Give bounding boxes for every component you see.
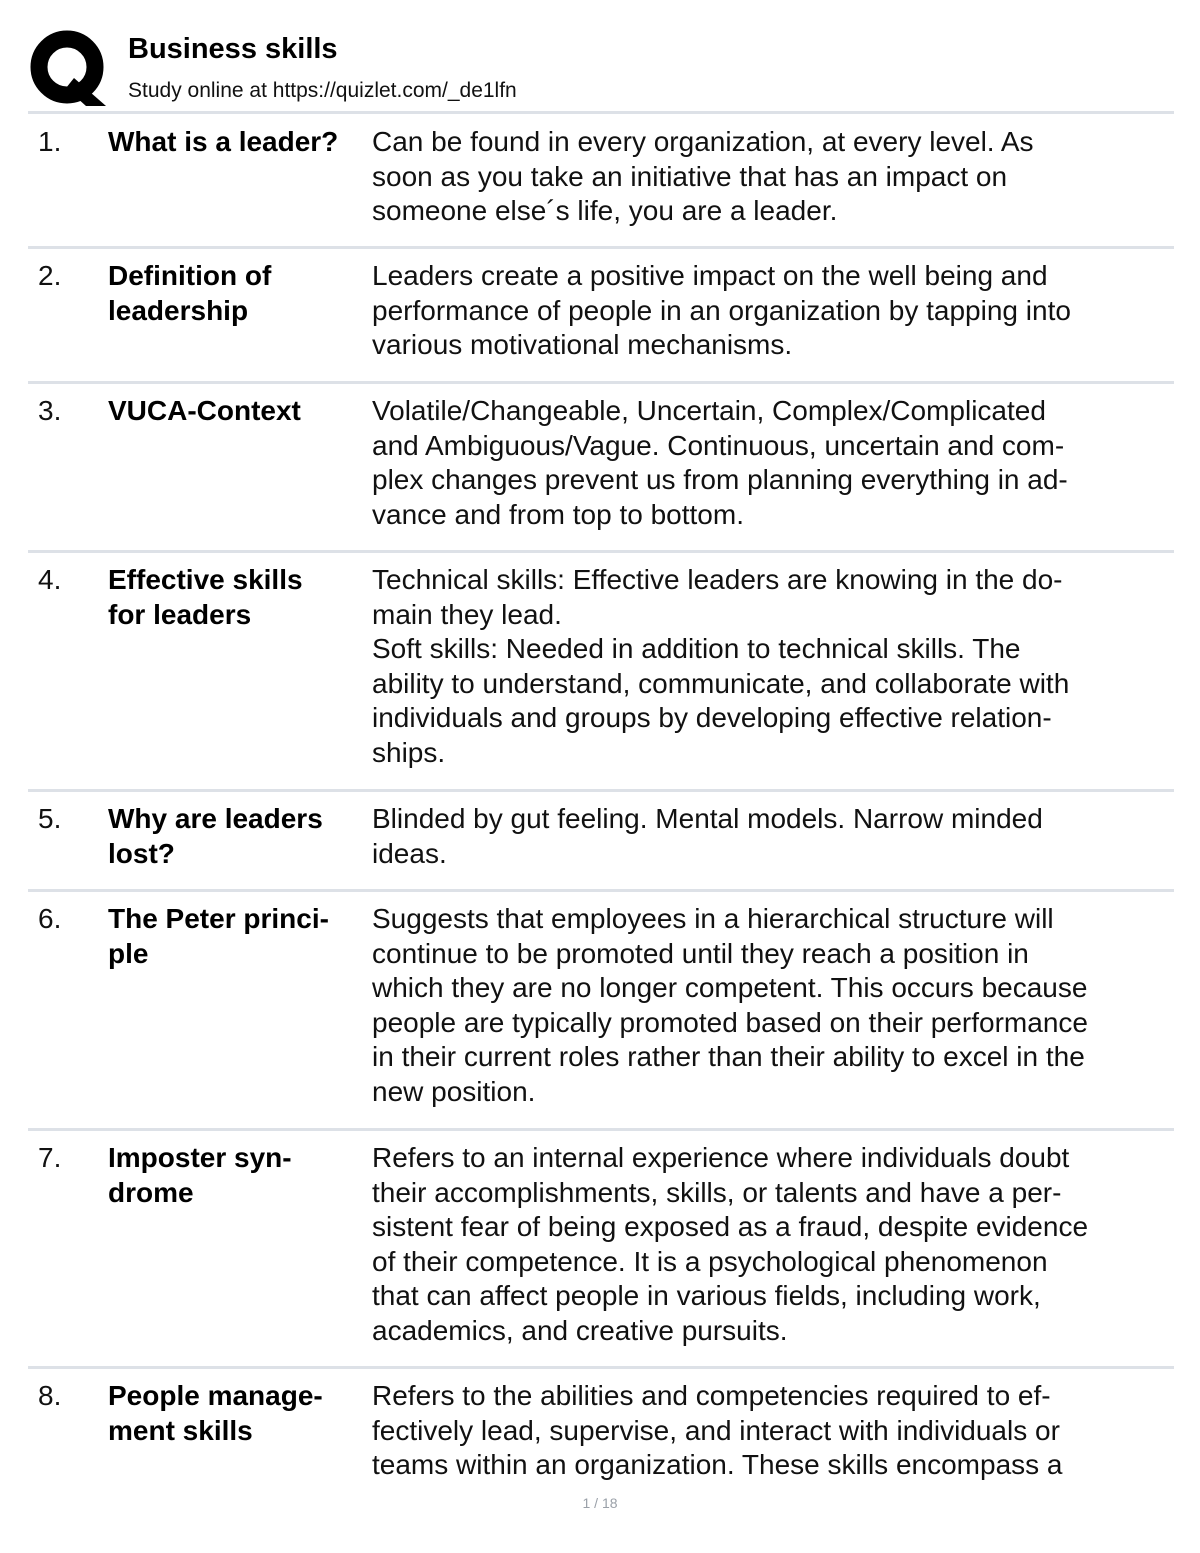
card-number: 7. xyxy=(38,1142,62,1173)
card-divider xyxy=(28,550,1174,553)
definition-line: main they lead. xyxy=(372,598,562,630)
header xyxy=(30,28,1180,110)
definition-line: in their current roles rather than their ability to excel in the xyxy=(372,1041,1085,1072)
card-definition xyxy=(372,259,1172,363)
card-term xyxy=(108,259,370,328)
card-definition xyxy=(372,563,1172,770)
definition-line: academics, and creative pursuits. xyxy=(372,1314,788,1346)
definition-line: performance of people in an organization by tapping into xyxy=(372,294,1071,326)
card-number: 1. xyxy=(38,126,62,157)
card-divider xyxy=(28,1128,1174,1131)
quizlet-logo-icon xyxy=(30,30,106,106)
definition-line: people are typically promoted based on their performance xyxy=(372,1006,1088,1038)
definition-line: Can be found in every organization, at every level. As xyxy=(372,126,1034,157)
card-term xyxy=(108,1379,370,1448)
card-definition xyxy=(372,1141,1172,1348)
definition-line: soon as you take an initiative that has an impact on xyxy=(372,160,1008,192)
term-line: for leaders xyxy=(108,598,252,630)
card-number: 2. xyxy=(38,260,62,291)
term-line: People manage- xyxy=(108,1380,323,1411)
definition-line: Soft skills: Needed in addition to technical skills. The xyxy=(372,633,1021,664)
card-term xyxy=(108,802,370,871)
card-definition xyxy=(372,802,1172,871)
set-title: Business skills xyxy=(128,33,338,65)
term-line: ple xyxy=(108,937,149,969)
term-line: leadership xyxy=(108,294,249,326)
card-divider xyxy=(28,1366,1174,1369)
definition-line: and Ambiguous/Vague. Continuous, uncertain and com- xyxy=(372,429,1065,461)
definition-line: fectively lead, supervise, and interact with individuals or xyxy=(372,1414,1060,1446)
card-definition xyxy=(372,394,1172,532)
definition-line: ability to understand, communicate, and collaborate with xyxy=(372,667,1070,699)
term-line: Why are leaders xyxy=(108,803,323,834)
card-divider xyxy=(28,246,1174,249)
page-indicator: 1 / 18 xyxy=(582,1495,618,1511)
card-term xyxy=(108,902,370,971)
definition-line: of their competence. It is a psychological phenomenon xyxy=(372,1245,1048,1277)
definition-line: which they are no longer competent. This occurs because xyxy=(372,972,1088,1003)
card-term xyxy=(108,1141,370,1210)
card-number: 4. xyxy=(38,564,62,595)
card-number: 8. xyxy=(38,1380,62,1411)
term-line: The Peter princi- xyxy=(108,903,329,934)
definition-line: someone else´s life, you are a leader. xyxy=(372,195,838,226)
term-line: lost? xyxy=(108,837,175,869)
definition-line: ideas. xyxy=(372,837,447,869)
definition-line: their accomplishments, skills, or talents and have a per- xyxy=(372,1176,1062,1208)
definition-line: vance and from top to bottom. xyxy=(372,498,744,530)
definition-line: individuals and groups by developing effective relation- xyxy=(372,702,1052,733)
definition-line: teams within an organization. These skills encompass a xyxy=(372,1449,1063,1480)
term-line: Effective skills xyxy=(108,564,303,595)
card-definition xyxy=(372,125,1172,229)
term-line: ment skills xyxy=(108,1414,253,1446)
definition-line: sistent fear of being exposed as a fraud, despite evidence xyxy=(372,1211,1089,1242)
definition-line: new position. xyxy=(372,1075,536,1107)
card-term xyxy=(108,394,370,429)
card-definition xyxy=(372,1379,1172,1483)
term-line: What is a leader? xyxy=(108,126,339,157)
term-line: Imposter syn- xyxy=(108,1142,292,1173)
definition-line: various motivational mechanisms. xyxy=(372,329,793,360)
card-divider xyxy=(28,789,1174,792)
card-definition xyxy=(372,902,1172,1109)
definition-line: plex changes prevent us from planning everything in ad- xyxy=(372,464,1068,495)
term-line: Definition of xyxy=(108,260,272,291)
definition-line: that can affect people in various fields, including work, xyxy=(372,1280,1041,1311)
definition-line: Refers to an internal experience where individuals doubt xyxy=(372,1142,1070,1173)
card-term xyxy=(108,563,370,632)
definition-line: Blinded by gut feeling. Mental models. Narrow minded xyxy=(372,803,1043,834)
card-number: 6. xyxy=(38,903,62,934)
definition-line: Leaders create a positive impact on the well being and xyxy=(372,260,1048,291)
definition-line: Technical skills: Effective leaders are knowing in the do- xyxy=(372,564,1063,595)
definition-line: Refers to the abilities and competencies required to ef- xyxy=(372,1380,1051,1411)
card-divider xyxy=(28,889,1174,892)
card-number: 5. xyxy=(38,803,62,834)
card-term xyxy=(108,125,370,160)
card-number: 3. xyxy=(38,395,62,426)
definition-line: ships. xyxy=(372,736,446,768)
term-line: drome xyxy=(108,1176,194,1208)
study-link-text: Study online at https://quizlet.com/_de1lfn xyxy=(128,79,517,102)
definition-line: Suggests that employees in a hierarchical structure will xyxy=(372,903,1054,934)
header-divider xyxy=(28,111,1174,114)
card-divider xyxy=(28,381,1174,384)
definition-line: Volatile/Changeable, Uncertain, Complex/Complicated xyxy=(372,395,1046,426)
definition-line: continue to be promoted until they reach a position in xyxy=(372,937,1029,969)
term-line: VUCA-Context xyxy=(108,395,301,426)
